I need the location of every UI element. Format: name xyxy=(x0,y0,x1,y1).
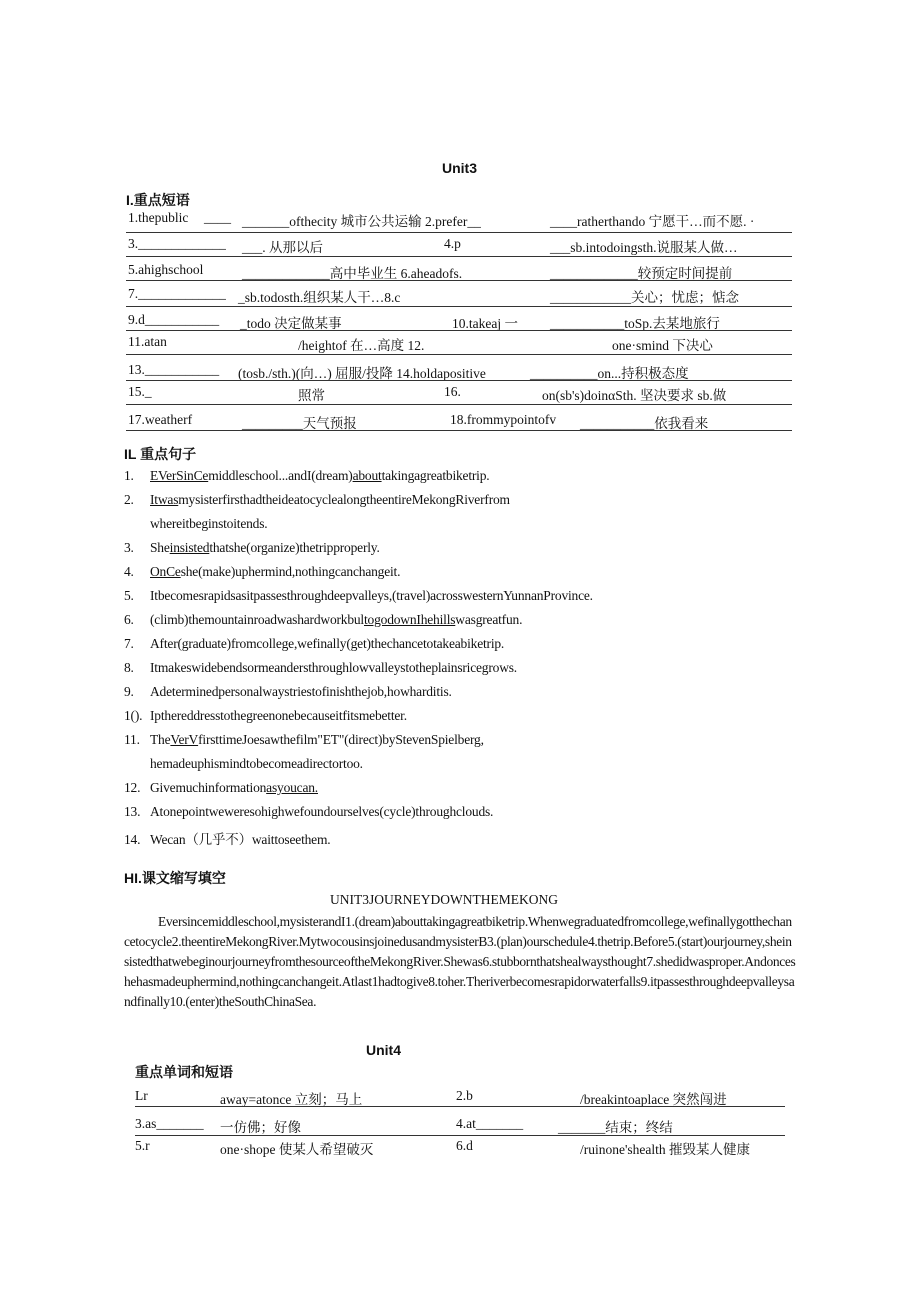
sentence-number: 1. xyxy=(124,468,134,483)
phrase-cell: _____________高中毕业生 6.aheadofs. xyxy=(242,266,463,281)
sentence-text: middleschool...andI(dream) xyxy=(208,468,353,483)
sentence-text: Ipthereddresstothegreenonebecauseitfitsmebetter. xyxy=(150,708,407,723)
phrase-cell: ____ xyxy=(204,210,231,225)
phrase-cell: _sb.todosth.组织某人干…8.c xyxy=(238,290,401,305)
phrase-cell: (tosb./sth.)(向…) 屈服/投降 14.holdapositive xyxy=(238,366,486,381)
sentence-text: After(graduate)fromcollege,wefinally(get)thechancetotakeabiketrip. xyxy=(150,636,505,651)
u4-cell: 一仿佛；好像 xyxy=(220,1120,301,1135)
u4-phrase-row xyxy=(135,1136,785,1160)
sentence-number: 9. xyxy=(124,684,134,699)
u4-cell: Lr xyxy=(135,1088,148,1103)
unit4-section-title: 重点单词和短语 xyxy=(135,1064,233,1080)
section-key-phrases-title: I.重点短语 xyxy=(126,192,190,208)
u4-cell: 5.r xyxy=(135,1138,150,1153)
sentence-line xyxy=(124,492,510,508)
phrase-cell: ___________toSp.去某地旅行 xyxy=(550,316,720,331)
u4-cell: 4.at_______ xyxy=(456,1116,524,1131)
sentence-text: whereitbeginstoitends. xyxy=(150,516,268,531)
phrase-row xyxy=(126,232,792,256)
phrase-cell: 5.ahighschool xyxy=(128,262,204,277)
sentence-line xyxy=(124,684,452,700)
phrase-row xyxy=(126,380,792,404)
u4-cell: _______结束；终结 xyxy=(558,1120,673,1135)
sentence-text: she(make)uphermind,nothingcanchangeit. xyxy=(180,564,401,579)
sentence-underlined: togodownIhehills xyxy=(364,612,456,627)
sentence-text: The xyxy=(150,732,171,747)
phrase-row xyxy=(126,258,792,282)
divider xyxy=(126,280,792,281)
u4-cell: 3.as_______ xyxy=(135,1116,204,1131)
sentence-line xyxy=(124,612,522,628)
u4-cell: away=atonce 立刻；马上 xyxy=(220,1092,363,1107)
u4-cell: 2.b xyxy=(456,1088,473,1103)
passage-title: UNIT3JOURNEYDOWNTHEMEKONG xyxy=(330,892,558,907)
sentence-line xyxy=(150,516,267,532)
phrase-cell: _____________较预定时间提前 xyxy=(550,266,733,281)
u4-cell: /breakintoaplace 突然闯进 xyxy=(580,1092,727,1107)
phrase-cell: _________天气预报 xyxy=(242,416,357,431)
sentence-line xyxy=(124,468,489,484)
u4-cell: 6.d xyxy=(456,1138,473,1153)
sentence-text: wasgreatfun. xyxy=(455,612,523,627)
sentence-underlined: asyoucan. xyxy=(266,780,318,795)
sentence-line xyxy=(124,828,330,848)
phrase-cell: 10.takeaj 一 xyxy=(452,316,518,331)
phrase-row xyxy=(126,282,792,306)
sentence-number: 7. xyxy=(124,636,134,651)
phrase-cell: ___sb.intodoingsth.说服某人做… xyxy=(550,240,738,255)
sentence-number: 8. xyxy=(124,660,134,675)
sentence-line xyxy=(124,708,407,724)
sentence-line xyxy=(124,804,493,820)
phrase-cell: 11.atan xyxy=(128,334,167,349)
section-summary-title: HI.课文缩写填空 xyxy=(124,870,226,886)
phrase-cell: 13.___________ xyxy=(128,362,220,377)
phrase-row xyxy=(126,308,792,332)
sentence-line xyxy=(124,636,504,652)
phrase-cell: 18.frommypointofv xyxy=(450,412,557,427)
phrase-row xyxy=(126,330,792,354)
sentence-number: 13. xyxy=(124,804,141,819)
sentence-number: 1(). xyxy=(124,708,143,723)
phrase-cell: _______ofthecity 城市公共运输 2.prefer__ xyxy=(242,214,481,229)
sentence-number: 2. xyxy=(124,492,134,507)
phrase-cell: /heightof 在…高度 12. xyxy=(298,338,425,353)
sentence-text: She xyxy=(150,540,170,555)
sentence-text: takingagreatbiketrip. xyxy=(381,468,490,483)
phrase-cell: 7._____________ xyxy=(128,286,226,301)
sentence-number: 12. xyxy=(124,780,141,795)
sentence-text: Wecan（几乎不）waittoseethem. xyxy=(150,832,331,847)
sentence-text: Atonepointweweresohighwefoundourselves(cycle)throughclouds. xyxy=(150,804,494,819)
sentence-text: (climb)themountainroadwashardworkbul xyxy=(150,612,364,627)
sentence-underlined: about xyxy=(352,468,382,483)
phrase-cell: one·smind 下决心 xyxy=(612,338,713,353)
sentence-underlined: insisted xyxy=(169,540,210,555)
phrase-cell: 15._ xyxy=(128,384,152,399)
phrase-cell: ___. 从那以后 xyxy=(242,240,323,255)
section-key-sentences-title: IL 重点句子 xyxy=(124,446,197,462)
phrase-cell: 4.p xyxy=(444,236,461,251)
sentence-line xyxy=(124,588,593,604)
sentence-number: 3. xyxy=(124,540,134,555)
phrase-cell: 9.d___________ xyxy=(128,312,220,327)
sentence-underlined: VerV xyxy=(170,732,199,747)
phrase-cell: _todo 决定做某事 xyxy=(240,316,342,331)
unit3-title: Unit3 xyxy=(442,160,477,176)
phrase-cell: 16. xyxy=(444,384,461,399)
sentence-line xyxy=(124,564,400,580)
sentence-line xyxy=(124,732,484,748)
phrase-cell: ____ratherthando 宁愿干…而不愿. · xyxy=(550,214,755,229)
sentence-number: 6. xyxy=(124,612,134,627)
phrase-cell: on(sb's)doinαSth. 坚决要求 sb.做 xyxy=(542,388,727,403)
sentence-number: 11. xyxy=(124,732,140,747)
sentence-line xyxy=(124,780,318,796)
phrase-cell: ___________依我看来 xyxy=(580,416,709,431)
phrase-cell: 1.thepublic xyxy=(128,210,189,225)
divider xyxy=(126,306,792,307)
summary-passage: Eversincemiddleschool,mysisterandI1.(dream)abouttakingagreatbiketrip.Whenwegraduatedfromcollege,wefinallygotthechancetocycle2.theentireMekongRiver.MytwocousinsjoinedusandmysisterB3.(plan)ourschedule4.thetrip.Before5.(start)ourjourney,sheinsistedthatwebeginourjourneyfromthesourceoftheMekongRiver.Shewas6.stubbornthatshealwaysthought7.shedidwasproper.Andonceshehasmadeuphermind,nothingcanchangeit.Atlast1hadtogive8.toher.Theriverbecomesrapidorwaterfalls9.itpassesthroughdeepvalleysandfinally10.(enter)theSouthChinaSea. xyxy=(124,914,796,1009)
phrase-row xyxy=(126,408,792,432)
sentence-text: Adeterminedpersonalwaystriestofinishthejob,howharditis. xyxy=(150,684,452,699)
sentence-line xyxy=(124,660,517,676)
u4-cell: one·shope 使某人希望破灭 xyxy=(220,1142,374,1157)
divider xyxy=(135,1106,785,1107)
sentence-underlined: Itwas xyxy=(150,492,179,507)
sentence-text: firsttimeJoesawthefilm"ET"(direct)byStevenSpielberg, xyxy=(198,732,484,747)
sentence-number: 14. xyxy=(124,832,141,847)
divider xyxy=(126,256,792,257)
phrase-cell: 3._____________ xyxy=(128,236,226,251)
phrase-cell: ____________关心；忧虑；惦念 xyxy=(550,290,739,305)
divider xyxy=(126,404,792,405)
sentence-number: 4. xyxy=(124,564,134,579)
sentence-text: Givemuchinformation xyxy=(150,780,267,795)
sentence-underlined: EVerSinCe xyxy=(150,468,209,483)
sentence-text: mysisterfirsthadtheideatocyclealongtheentireMekongRiverfrom xyxy=(178,492,510,507)
phrase-cell: 17.weatherf xyxy=(128,412,193,427)
phrase-cell: __________on...持积极态度 xyxy=(530,366,689,381)
sentence-number: 5. xyxy=(124,588,134,603)
sentence-text: Itbecomesrapidsasitpassesthroughdeepvalleys,(travel)acrosswesternYunnanProvince. xyxy=(150,588,593,603)
sentence-text: hemadeuphismindtobecomeadirectortoo. xyxy=(150,756,363,771)
sentence-text: Itmakeswidebendsormeandersthroughlowvalleystotheplainsricegrows. xyxy=(150,660,517,675)
sentence-line xyxy=(124,540,380,556)
phrase-row xyxy=(126,358,792,382)
sentence-text: thatshe(organize)thetripproperly. xyxy=(209,540,380,555)
unit4-title: Unit4 xyxy=(366,1042,401,1058)
phrase-row xyxy=(126,206,792,230)
divider xyxy=(126,430,792,431)
phrase-cell: 照常 xyxy=(298,388,325,403)
sentence-underlined: OnCe xyxy=(150,564,181,579)
sentence-line xyxy=(150,756,363,772)
u4-cell: /ruinone'shealth 摧毁某人健康 xyxy=(580,1142,751,1157)
divider xyxy=(126,354,792,355)
